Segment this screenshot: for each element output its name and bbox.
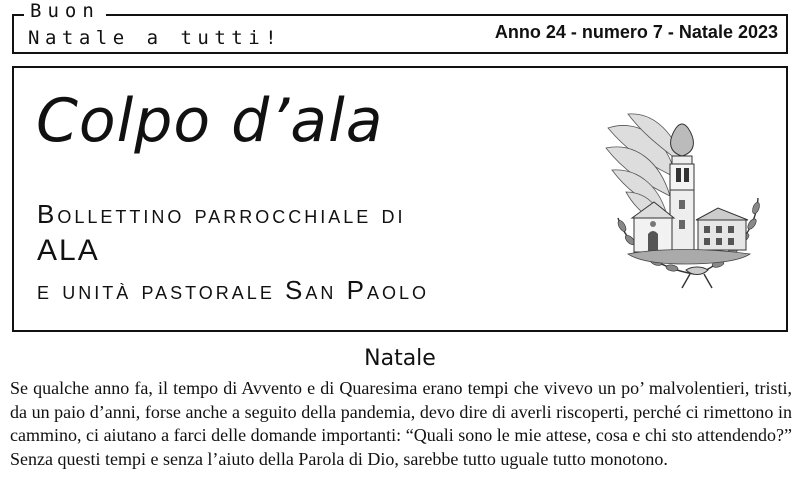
- church-logo-icon: [598, 108, 774, 292]
- subtitle-line-1: Bollettino parrocchiale di: [37, 199, 406, 229]
- greeting-line-1: Buon: [24, 0, 106, 22]
- article-title: Natale: [364, 346, 436, 371]
- subtitle-line-2: ALA: [37, 234, 100, 267]
- article-body: Se qualche anno fa, il tempo di Avvento e di Quaresima erano tempi che vivevo un po’ malvolentieri, tristi, da un paio d’anni, forse anche a seguito della pandemia, devo dire di averli riscoperti, perché ci rimettono in cammino, ci aiutano a farci delle domande importanti: “Quali sono le mie attese, cosa e chi sto attendendo?” Senza questi tempi e senza l’aiuto della Parola di Dio, sarebbe tutto uguale tutto monotono.: [10, 378, 792, 469]
- issue-info: Anno 24 - numero 7 - Natale 2023: [494, 22, 778, 42]
- newsletter-title: Colpo d’ala: [36, 86, 384, 156]
- subtitle-line-3: e unità pastorale San Paolo: [37, 275, 429, 305]
- greeting-line-2: Natale a tutti!: [28, 27, 283, 49]
